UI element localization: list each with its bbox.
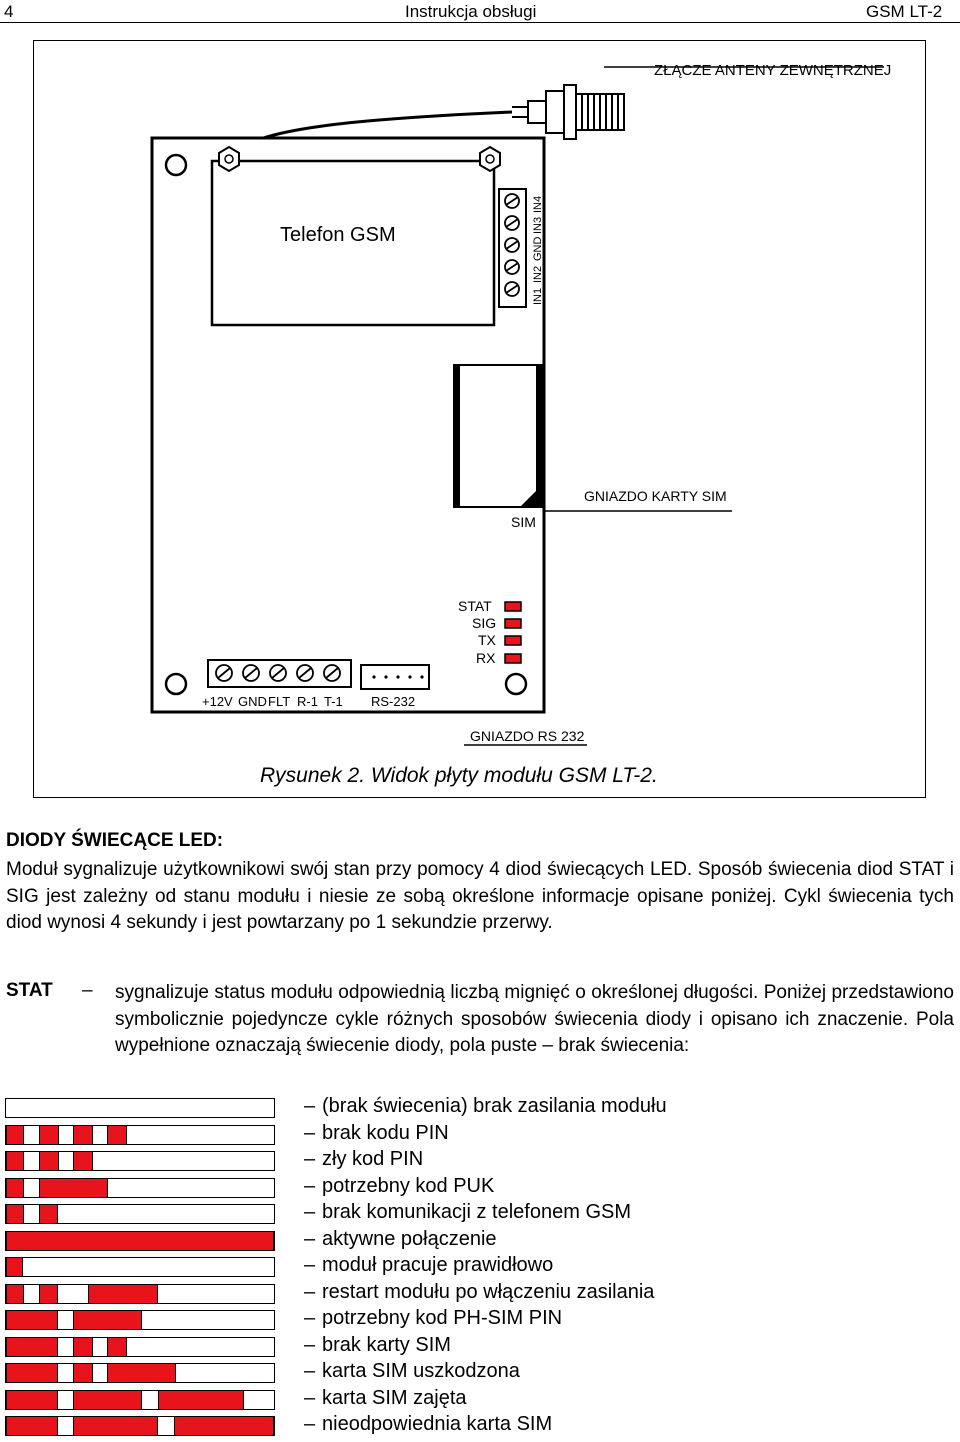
terminal-label-in3: IN3 (532, 216, 544, 234)
blink-segment-on (107, 1364, 176, 1382)
sim-label: SIM (511, 514, 536, 530)
terminal-label-12v: +12V (202, 694, 233, 709)
blink-segment-on (6, 1152, 24, 1170)
blink-pattern-label: – karta SIM uszkodzona (304, 1360, 520, 1382)
blink-pattern (5, 1231, 275, 1251)
blink-pattern-label: – nieodpowiednia karta SIM (304, 1413, 553, 1435)
blink-pattern-label: – aktywne połączenie (304, 1227, 497, 1250)
board-diagram (34, 41, 927, 799)
blink-segment-on (107, 1338, 127, 1356)
blink-segment-on (6, 1285, 24, 1303)
page-number: 4 (4, 2, 14, 21)
blink-segment-on (6, 1126, 24, 1144)
terminal-block-inputs (499, 189, 544, 307)
led-stat (505, 602, 521, 611)
terminal-label-r1: R-1 (297, 694, 318, 709)
blink-pattern (5, 1257, 275, 1277)
blink-segment-on (6, 1364, 58, 1382)
figure-caption: Rysunek 2. Widok płyty modułu GSM LT-2. (260, 764, 658, 787)
terminal-label-in2: IN2 (532, 265, 544, 283)
blink-segment-on (73, 1417, 158, 1435)
blink-pattern-label: – potrzebny kod PH-SIM PIN (304, 1307, 563, 1329)
blink-segment-on (39, 1152, 59, 1170)
blink-segment-on (6, 1311, 58, 1329)
blink-segment-on (73, 1152, 93, 1170)
blink-segment-on (6, 1258, 23, 1276)
blink-segment-on (158, 1391, 244, 1409)
blink-pattern (5, 1178, 275, 1198)
blink-segment-on (39, 1179, 108, 1197)
led-label-stat: STAT (458, 598, 492, 614)
blink-segment-on (73, 1364, 93, 1382)
blink-pattern (5, 1416, 275, 1436)
blink-pattern-label: – brak kodu PIN (304, 1121, 449, 1144)
blink-segment-on (6, 1338, 58, 1356)
blink-pattern (5, 1204, 275, 1224)
terminal-label-t1: T-1 (324, 694, 343, 709)
blink-pattern (5, 1284, 275, 1304)
figure-frame (33, 40, 926, 798)
blink-segment-on (73, 1391, 142, 1409)
led-label-sig: SIG (472, 615, 497, 631)
blink-segment-on (73, 1338, 93, 1356)
blink-segment-on (6, 1205, 24, 1223)
blink-segment-on (6, 1179, 24, 1197)
blink-segment-on (73, 1311, 142, 1329)
stat-description: sygnalizuje status modułu odpowiednią liczbą mignięć o określonej długości. Poniżej przedstawiono symbolicznie pojedyncze cykle różnych sposobów świecenia diody i opisano ich znaczenie. Pola wypełnione oznaczają świecenie diody, pola puste – brak świecenia: (115, 982, 954, 1056)
blink-pattern-label: – brak komunikacji z telefonem GSM (304, 1201, 632, 1223)
terminal-label-flt: FLT (268, 694, 291, 709)
blink-pattern-label: – brak karty SIM (304, 1333, 451, 1356)
blink-pattern (5, 1098, 275, 1118)
blink-segment-on (107, 1126, 127, 1144)
phone-label: Telefon GSM (280, 224, 396, 246)
led-label-tx: TX (478, 632, 496, 648)
blink-pattern-label: – moduł pracuje prawidłowo (304, 1254, 554, 1276)
blink-pattern-label: – zły kod PIN (304, 1148, 424, 1170)
led-label-rx: RX (476, 650, 496, 666)
section-paragraph: Moduł sygnalizuje użytkownikowi swój stan przy pomocy 4 diod świecących LED. Sposób świecenia diod STAT i SIG jest zależny od stanu modułu i niesie ze sobą określone informacje opisane poniżej. Cykl świecenia tych diod wynosi 4 sekundy i jest powtarzany po 1 sekundzie przerwy. (6, 859, 954, 933)
header-model: GSM LT-2 (866, 2, 943, 21)
blink-pattern-label: – restart modułu po włączeniu zasilania (304, 1280, 655, 1303)
stat-term: STAT (6, 980, 53, 1001)
blink-pattern (5, 1310, 275, 1330)
led-rx (505, 654, 521, 663)
section-title: DIODY ŚWIECĄCE LED: (6, 830, 224, 851)
blink-segment-on (6, 1391, 58, 1409)
terminal-label-in4: IN4 (532, 195, 544, 213)
rs232-socket-label: GNIAZDO RS 232 (470, 728, 585, 744)
blink-segment-on (88, 1285, 158, 1303)
terminal-label-gnd-bottom: GND (238, 694, 267, 709)
blink-pattern-label: – potrzebny kod PUK (304, 1174, 495, 1197)
blink-pattern (5, 1390, 275, 1410)
header-title: Instrukcja obsługi (405, 2, 537, 21)
page-header (0, 0, 960, 23)
blink-pattern (5, 1337, 275, 1357)
antenna-label: ZŁĄCZE ANTENY ZEWNĘTRZNEJ (654, 62, 892, 79)
blink-pattern (5, 1363, 275, 1383)
blink-segment-on (39, 1126, 59, 1144)
sim-socket (454, 365, 732, 530)
blink-pattern-label: – karta SIM zajęta (304, 1386, 467, 1409)
blink-pattern (5, 1151, 275, 1171)
blink-segment-on (6, 1417, 58, 1435)
blink-segment-on (39, 1285, 58, 1303)
led-sig (505, 619, 521, 628)
blink-segment-on (73, 1126, 93, 1144)
blink-pattern (5, 1125, 275, 1145)
blink-segment-on (6, 1232, 274, 1250)
terminal-label-in1: IN1 (532, 287, 544, 305)
stat-dash: – (82, 980, 93, 1001)
blink-pattern-label: – (brak świecenia) brak zasilania modułu (304, 1095, 667, 1117)
terminal-block-power (202, 660, 351, 709)
blink-segment-on (39, 1205, 58, 1223)
terminal-label-gnd: GND (532, 236, 544, 261)
blink-segment-on (174, 1417, 274, 1435)
rs232-label: RS-232 (371, 694, 416, 709)
sim-socket-label: GNIAZDO KARTY SIM (584, 488, 727, 504)
led-tx (505, 636, 521, 645)
